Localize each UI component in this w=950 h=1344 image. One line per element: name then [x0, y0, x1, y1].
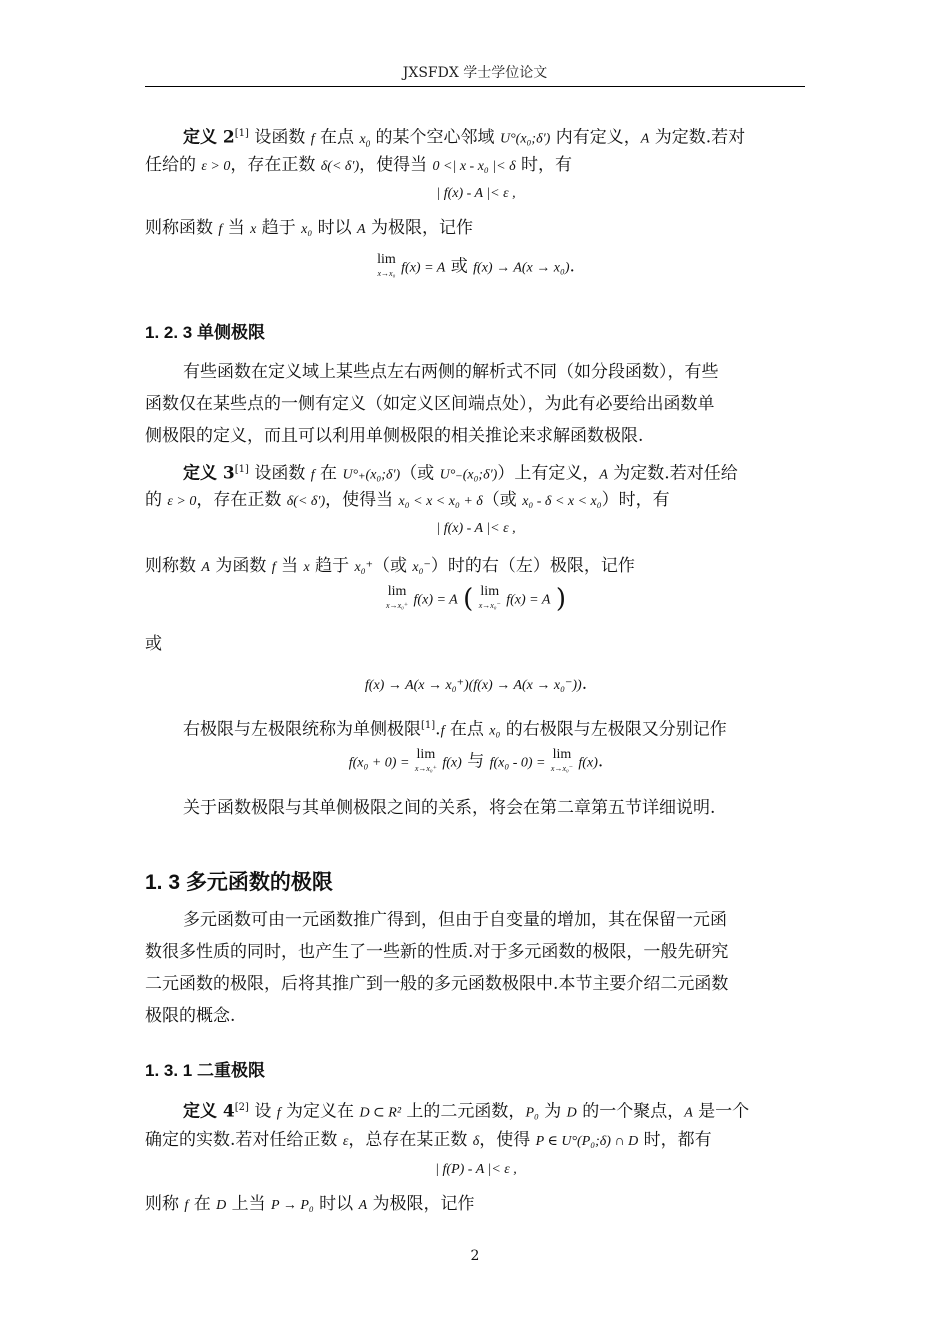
def2-inequality — [145, 180, 807, 206]
def3-text: ，存在正数 — [196, 490, 287, 510]
math-lim-expr: f(x) = A — [506, 592, 551, 608]
paragraph-line: 有些函数在定义域上某些点左右两侧的解析式不同（如分段函数），有些 — [183, 362, 719, 382]
math-lim-expr: f(x) = A — [401, 260, 446, 276]
math-inequality: | f(P) - A |< ε , — [435, 1162, 517, 1177]
def4-text: ，总存在某正数 — [348, 1130, 473, 1150]
paren-open: ( — [463, 584, 474, 614]
math-left-neighborhood: U°₋(x₀;δ′) — [439, 467, 498, 483]
def3-line4 — [145, 554, 807, 580]
def2-text: 为定数.若对 — [649, 127, 746, 148]
def2-text: 则称函数 — [145, 218, 219, 238]
ref: [1] — [421, 720, 436, 731]
or-word: 或 — [450, 256, 468, 277]
def2-limit-formula — [145, 253, 807, 281]
page-number: 2 — [470, 1248, 480, 1264]
math-condition-left: x₀ - δ < x < x₀ — [522, 494, 602, 509]
math-f: f — [310, 467, 315, 483]
def3-text: 趋于 — [309, 556, 355, 576]
math-x0: x₀ — [489, 723, 501, 739]
math-f: f — [310, 131, 315, 147]
math-neighborhood: U°(x₀;δ′) — [499, 131, 551, 147]
math-x: x — [250, 222, 257, 237]
paragraph-line: 侧极限的定义，而且可以利用单侧极限的相关推论来求解函数极限. — [145, 426, 644, 446]
math-f: f — [440, 723, 445, 739]
def2-text: 在点 — [314, 127, 360, 148]
def3-text: （或 — [373, 556, 413, 576]
def2-text: 的某个空心邻域 — [370, 127, 500, 148]
def2-text: 趋于 — [256, 218, 302, 238]
math-A: A — [201, 560, 210, 575]
def4-line4 — [145, 1192, 807, 1218]
def3-text: ）时的右（左）极限，记作 — [430, 556, 635, 576]
math-expr: f(x) — [578, 755, 598, 771]
math-x0: x₀ — [301, 222, 313, 237]
def4-text: 为 — [538, 1101, 567, 1122]
math-condition-right: x₀ < x < x₀ + δ — [398, 494, 483, 509]
math-x: x — [303, 560, 310, 575]
paragraph-line: 极限的概念. — [145, 1006, 236, 1026]
math-arrow-expr: f(x) → A(x → x₀⁺)(f(x) → A(x → x₀⁻)) — [364, 678, 582, 693]
def2-label: 定义 2 — [183, 127, 235, 148]
math-A: A — [640, 131, 650, 147]
math-x0-minus: x₀⁻ — [412, 560, 431, 575]
math-A: A — [358, 1198, 368, 1213]
paragraph-line: 二元函数的极限，后将其推广到一般的多元函数极限中.本节主要介绍二元函数 — [145, 974, 729, 994]
def4-text: 为极限，记作 — [367, 1194, 475, 1214]
def3-text: 当 — [275, 556, 304, 576]
def4-ref: [2] — [234, 1102, 249, 1113]
period: . — [597, 751, 604, 772]
math-A: A — [599, 467, 608, 483]
def4-text: 在 — [188, 1194, 217, 1214]
def4-label: 定义 4 — [183, 1101, 235, 1122]
def2-ref: [1] — [234, 128, 249, 139]
def4-text: 的一个聚点， — [576, 1101, 685, 1122]
and-word: 与 — [467, 751, 485, 772]
one-side-formula — [145, 748, 807, 776]
math-eps: ε — [342, 1134, 349, 1149]
math-P0: P₀ — [525, 1105, 539, 1121]
def3-line2 — [145, 488, 807, 514]
period: . — [581, 674, 588, 694]
header-rule — [145, 86, 805, 87]
def3-text: （或 — [482, 490, 523, 510]
lim-block: lim x→x₀⁺ — [414, 747, 437, 773]
math-x0-plus: x₀⁺ — [354, 560, 373, 575]
math-expr: f(x₀ + 0) = — [348, 755, 410, 771]
def4-text: 为定义在 — [280, 1101, 360, 1122]
def3-inequality — [145, 515, 807, 541]
def4-text: 上的二元函数， — [401, 1101, 526, 1122]
def4-inequality — [145, 1156, 807, 1182]
right-left-line — [183, 714, 845, 744]
lim-block: lim x→x₀⁻ — [478, 584, 501, 610]
lim-block: lim x→x₀⁺ — [386, 584, 409, 610]
def4-text: ，使得 — [479, 1130, 536, 1150]
math-arrow: P → P₀ — [271, 1198, 314, 1213]
def3-text: 的 — [145, 490, 168, 510]
math-inequality: | f(x) - A |< ε , — [436, 186, 516, 201]
def2-line4 — [145, 216, 807, 242]
period: . — [569, 256, 575, 277]
paragraph-text: 在点 — [444, 719, 490, 740]
def2-text: 内有定义， — [550, 127, 641, 148]
math-eps: ε > 0 — [201, 159, 231, 174]
def2-line2 — [145, 153, 807, 179]
def4-line2 — [145, 1128, 807, 1154]
math-expr: f(x) — [442, 755, 462, 771]
def4-text: 设 — [248, 1101, 277, 1122]
section-heading-1-3-1: 1. 3. 1 二重极限 — [145, 1061, 265, 1080]
math-arrow-expr: f(x) → A(x → x₀) — [473, 260, 570, 276]
math-eps: ε > 0 — [167, 494, 197, 509]
lim-block: lim x→x₀⁻ — [550, 747, 574, 773]
math-domain: D ⊂ R² — [359, 1105, 402, 1121]
math-right-neighborhood: U°₊(x₀;δ′) — [342, 467, 401, 483]
math-delta: δ(< δ′) — [320, 159, 360, 174]
math-f: f — [276, 1105, 281, 1121]
def3-ref: [1] — [234, 464, 249, 475]
def4-text: 上当 — [226, 1194, 272, 1214]
def2-text: 为极限，记作 — [365, 218, 474, 238]
def2-text: 时以 — [312, 218, 358, 238]
def3-text: ）时，有 — [601, 490, 670, 510]
section-heading-1-2-3: 1. 2. 3 单侧极限 — [145, 323, 265, 342]
def2-text: ，存在正数 — [230, 155, 321, 175]
def2-text: 当 — [222, 218, 251, 238]
relation-paragraph: 关于函数极限与其单侧极限之间的关系，将会在第二章第五节详细说明. — [183, 798, 716, 818]
def3-limit-formula — [145, 585, 807, 613]
def2-text: 时，有 — [515, 155, 573, 175]
math-x0: $x_0$ — [359, 131, 371, 149]
paragraph-line: 多元函数可由一元函数推广得到，但由于自变量的增加，其在保留一元函 — [183, 910, 727, 930]
def3-text: ）上有定义， — [497, 463, 600, 484]
def3-text: 则称数 — [145, 556, 202, 576]
def3-text: 设函数 — [248, 463, 311, 484]
math-delta: δ — [472, 1134, 480, 1149]
paren-close: ) — [555, 584, 566, 614]
def3-arrow-formula — [145, 672, 807, 698]
or-line: 或 — [145, 634, 162, 654]
section-heading-1-3: 1. 3 多元函数的极限 — [145, 871, 333, 894]
def2-text: 设函数 — [248, 127, 311, 148]
def4-text: 时以 — [313, 1194, 359, 1214]
def3-text: 为函数 — [209, 556, 272, 576]
math-A: A — [684, 1105, 693, 1121]
math-f: f — [218, 222, 223, 237]
math-expr: f(x₀ - 0) = — [489, 755, 546, 771]
def2-text: 任给的 — [145, 155, 202, 175]
def3-text: ，使得当 — [325, 490, 399, 510]
math-f: f — [271, 560, 276, 575]
def4-text: 是一个 — [692, 1101, 750, 1122]
math-A: A — [357, 222, 366, 237]
def2-text: ，使得当 — [359, 155, 433, 175]
def3-line1 — [183, 458, 845, 488]
paragraph-line: 函数仅在某些点的一侧有定义（如定义区间端点处），为此有必要给出函数单 — [145, 394, 715, 414]
math-condition: P ∈ U°(P₀;δ) ∩ D — [535, 1134, 639, 1149]
lim-block: lim x→x₀ — [377, 252, 396, 278]
paragraph-text: . — [435, 719, 441, 740]
math-D: D — [216, 1198, 227, 1213]
math-lim-expr: f(x) = A — [413, 592, 458, 608]
paragraph-text: 的右极限与左极限又分别记作 — [500, 719, 727, 740]
def3-label: 定义 3 — [183, 463, 235, 484]
math-delta: δ(< δ′) — [286, 494, 326, 509]
math-f: f — [184, 1198, 189, 1213]
math-condition: 0 <| x - x₀ |< δ — [432, 159, 516, 174]
def4-line1 — [183, 1096, 845, 1126]
def3-text: 在 — [314, 463, 343, 484]
def3-text: 为定数.若对任给 — [607, 463, 738, 484]
def4-text: 则称 — [145, 1194, 185, 1214]
paragraph-text: 右极限与左极限统称为单侧极限 — [183, 719, 421, 740]
def2-line1 — [183, 122, 845, 155]
math-D: D — [566, 1105, 577, 1121]
math-inequality: | f(x) - A |< ε , — [436, 521, 516, 536]
paragraph-line: 数很多性质的同时，也产生了一些新的性质.对于多元函数的极限，一般先研究 — [145, 942, 729, 962]
def4-text: 确定的实数.若对任给正数 — [145, 1130, 343, 1150]
page-header: JXSFDX 学士学位论文 — [402, 65, 548, 81]
def3-text: （或 — [400, 463, 440, 484]
def4-text: 时，都有 — [638, 1130, 712, 1150]
